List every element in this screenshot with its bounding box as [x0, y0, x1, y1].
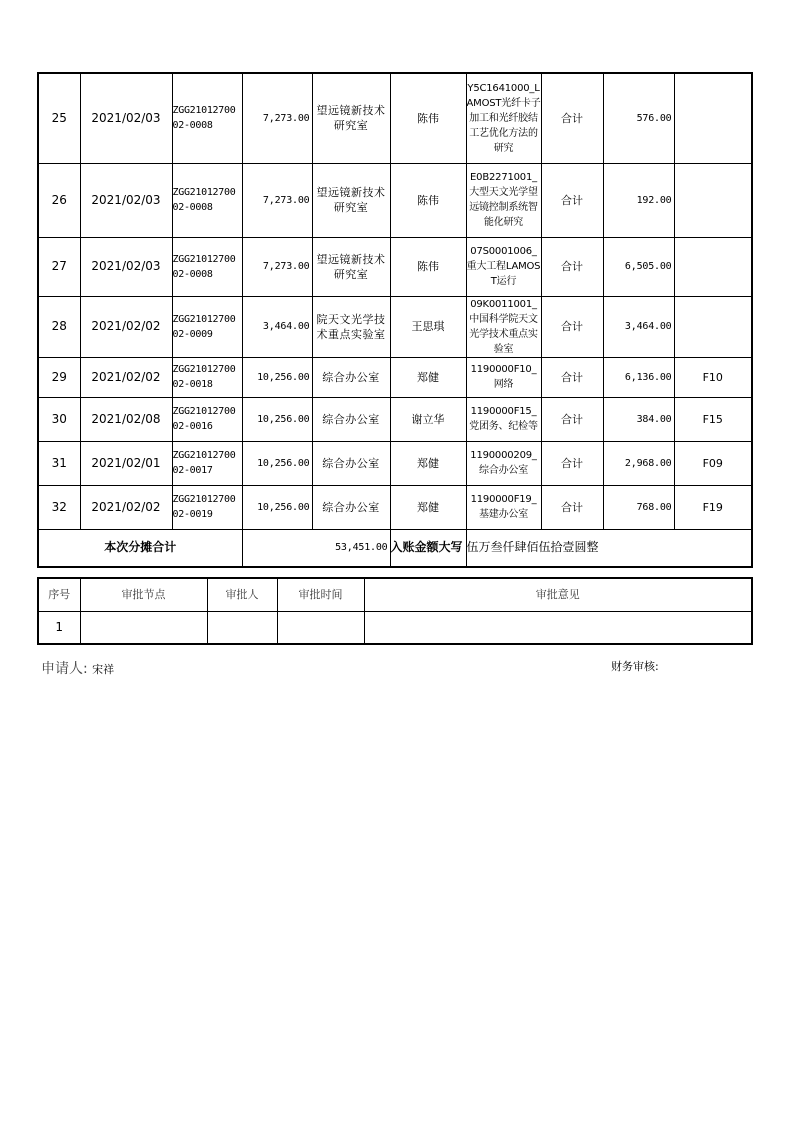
- approval-header-node: 审批节点: [80, 578, 207, 611]
- approval-approver: [207, 611, 277, 644]
- row-voucher-code: ZGG21012700 02-0019: [172, 485, 242, 529]
- row-type: 合计: [541, 73, 603, 163]
- table-row: [38, 357, 752, 397]
- finance-review: [611, 658, 659, 674]
- approval-opinion: [364, 611, 752, 644]
- approval-node: [80, 611, 207, 644]
- row-allocated-amount: 192.00: [603, 163, 674, 237]
- row-allocated-amount: 384.00: [603, 397, 674, 441]
- allocation-table: [37, 72, 753, 568]
- row-project: 1190000F15_党团务、纪检等: [466, 397, 541, 441]
- row-voucher-code: ZGG21012700 02-0018: [172, 357, 242, 397]
- row-project: E0B2271001_大型天文光学望远镜控制系统智能化研究: [466, 163, 541, 237]
- row-type: 合计: [541, 397, 603, 441]
- row-tag: [674, 163, 752, 237]
- row-tag: F09: [674, 441, 752, 485]
- row-type: 合计: [541, 296, 603, 357]
- row-type: 合计: [541, 163, 603, 237]
- row-amount: 7,273.00: [242, 237, 312, 296]
- approval-header-seq: 序号: [38, 578, 80, 611]
- row-project: 07S0001006_重大工程LAMOST运行: [466, 237, 541, 296]
- row-seq: 31: [38, 441, 80, 485]
- row-voucher-code: ZGG21012700 02-0009: [172, 296, 242, 357]
- row-department: 综合办公室: [312, 397, 390, 441]
- row-tag: F19: [674, 485, 752, 529]
- row-voucher-code: ZGG21012700 02-0008: [172, 73, 242, 163]
- table-row: [38, 441, 752, 485]
- table-row: [38, 237, 752, 296]
- row-department: 综合办公室: [312, 357, 390, 397]
- row-allocated-amount: 3,464.00: [603, 296, 674, 357]
- summary-label: 本次分摊合计: [38, 529, 242, 567]
- row-type: 合计: [541, 237, 603, 296]
- row-person: 谢立华: [390, 397, 466, 441]
- row-project: 1190000F19_基建办公室: [466, 485, 541, 529]
- row-type: 合计: [541, 485, 603, 529]
- row-date: 2021/02/08: [80, 397, 172, 441]
- approval-header-row: [38, 578, 752, 611]
- approval-time: [277, 611, 364, 644]
- row-amount: 10,256.00: [242, 397, 312, 441]
- row-department: 望远镜新技术研究室: [312, 163, 390, 237]
- row-voucher-code: ZGG21012700 02-0016: [172, 397, 242, 441]
- row-date: 2021/02/02: [80, 296, 172, 357]
- row-seq: 26: [38, 163, 80, 237]
- row-type: 合计: [541, 441, 603, 485]
- row-allocated-amount: 576.00: [603, 73, 674, 163]
- row-person: 郑健: [390, 357, 466, 397]
- row-date: 2021/02/03: [80, 237, 172, 296]
- row-amount: 10,256.00: [242, 441, 312, 485]
- row-date: 2021/02/01: [80, 441, 172, 485]
- row-date: 2021/02/03: [80, 73, 172, 163]
- table-row: [38, 163, 752, 237]
- applicant-name: 宋祥: [92, 663, 115, 676]
- row-seq: 29: [38, 357, 80, 397]
- approval-header-approver: 审批人: [207, 578, 277, 611]
- row-tag: [674, 296, 752, 357]
- table-row: [38, 73, 752, 163]
- row-seq: 28: [38, 296, 80, 357]
- row-tag: [674, 73, 752, 163]
- table-row: [38, 485, 752, 529]
- table-row: [38, 397, 752, 441]
- row-person: 郑健: [390, 441, 466, 485]
- row-amount: 7,273.00: [242, 163, 312, 237]
- row-tag: [674, 237, 752, 296]
- row-person: 郑健: [390, 485, 466, 529]
- row-project: 09K0011001_中国科学院天文光学技术重点实验室: [466, 296, 541, 357]
- row-tag: F15: [674, 397, 752, 441]
- row-amount: 7,273.00: [242, 73, 312, 163]
- row-person: 陈伟: [390, 237, 466, 296]
- uppercase-label: 入账金额大写: [390, 529, 466, 567]
- row-department: 综合办公室: [312, 485, 390, 529]
- row-amount: 10,256.00: [242, 357, 312, 397]
- uppercase-value: 伍万叁仟肆佰伍拾壹圆整: [466, 529, 752, 567]
- row-date: 2021/02/02: [80, 357, 172, 397]
- row-tag: F10: [674, 357, 752, 397]
- row-project: 1190000F10_网络: [466, 357, 541, 397]
- approval-header-opinion: 审批意见: [364, 578, 752, 611]
- applicant: [41, 658, 114, 678]
- summary-row: [38, 529, 752, 567]
- approval-seq: 1: [38, 611, 80, 644]
- row-department: 综合办公室: [312, 441, 390, 485]
- row-allocated-amount: 2,968.00: [603, 441, 674, 485]
- approval-header-time: 审批时间: [277, 578, 364, 611]
- applicant-label: 申请人:: [41, 661, 88, 677]
- row-department: 望远镜新技术研究室: [312, 73, 390, 163]
- row-person: 陈伟: [390, 163, 466, 237]
- row-seq: 25: [38, 73, 80, 163]
- row-date: 2021/02/03: [80, 163, 172, 237]
- row-type: 合计: [541, 357, 603, 397]
- row-seq: 32: [38, 485, 80, 529]
- row-date: 2021/02/02: [80, 485, 172, 529]
- row-amount: 3,464.00: [242, 296, 312, 357]
- row-allocated-amount: 6,136.00: [603, 357, 674, 397]
- row-voucher-code: ZGG21012700 02-0008: [172, 237, 242, 296]
- row-department: 院天文光学技术重点实验室: [312, 296, 390, 357]
- summary-amount: 53,451.00: [242, 529, 390, 567]
- row-voucher-code: ZGG21012700 02-0008: [172, 163, 242, 237]
- row-department: 望远镜新技术研究室: [312, 237, 390, 296]
- approval-table: [37, 577, 753, 645]
- row-allocated-amount: 6,505.00: [603, 237, 674, 296]
- row-amount: 10,256.00: [242, 485, 312, 529]
- row-project: 1190000209_综合办公室: [466, 441, 541, 485]
- row-voucher-code: ZGG21012700 02-0017: [172, 441, 242, 485]
- row-person: 陈伟: [390, 73, 466, 163]
- row-person: 王思琪: [390, 296, 466, 357]
- table-row: [38, 296, 752, 357]
- row-project: Y5C1641000_LAMOST光纤卡子加工和光纤胶结工艺优化方法的研究: [466, 73, 541, 163]
- row-seq: 30: [38, 397, 80, 441]
- row-allocated-amount: 768.00: [603, 485, 674, 529]
- finance-label: 财务审核:: [611, 660, 659, 673]
- approval-row: [38, 611, 752, 644]
- row-seq: 27: [38, 237, 80, 296]
